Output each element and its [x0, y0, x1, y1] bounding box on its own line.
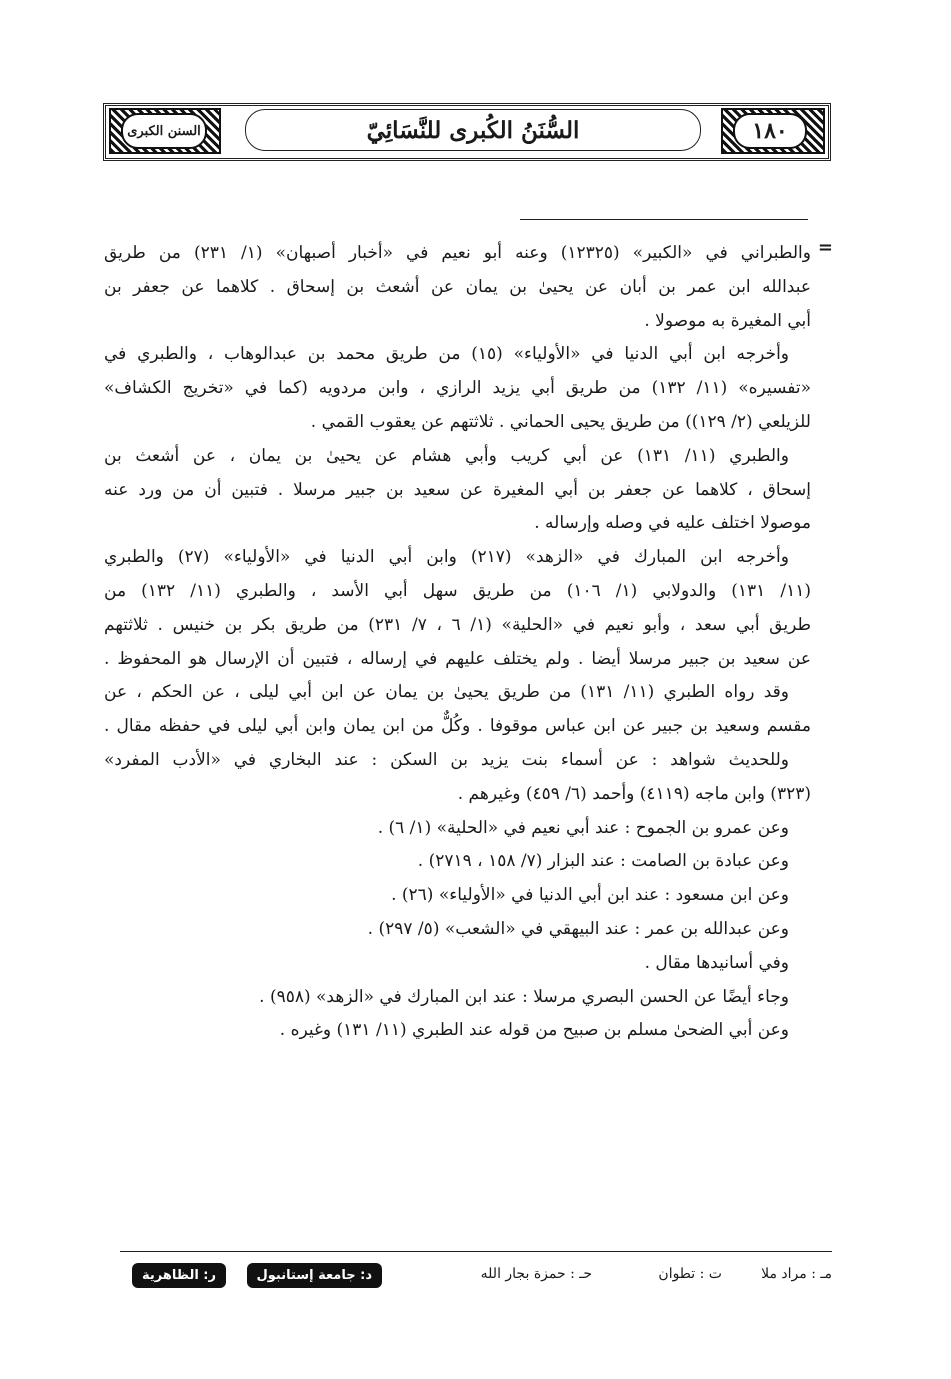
text-line: للزيلعي (٢/ ١٢٩)) من طريق يحيى الحماني . ثلاثتهم عن يعقوب القمي . — [310, 411, 811, 432]
text-line: (٣٢٣) وابن ماجه (٤١١٩) وأحمد (٦/ ٤٥٩) وغيرهم . — [457, 783, 811, 804]
siglum-ra-tag: ر: الظاهرية — [132, 1263, 226, 1288]
text-line: إسحاق ، كلاهما عن جعفر بن أبي المغيرة عن سعيد بن جبير مرسلا . فتبين أن من ورد عنه — [104, 479, 811, 500]
text-line: طريق أبي سعد ، وأبو نعيم في «الحلية» (١/ ٦ ، ٧/ ٢٣١) من طريق بكر بن خنيس . ثلاثتهم — [104, 614, 811, 635]
text-line: أبي المغيرة به موصولا . — [644, 310, 811, 331]
page-number: ١٨٠ — [733, 113, 807, 149]
list-item: وعن عبدالله بن عمر : عند البيهقي في «الشعب» (٥/ ٢٩٧) . — [367, 918, 789, 939]
text-line: مقسم وسعيد بن جبير عن ابن عباس موقوفا . وكُلٌّ من ابن يمان وابن أبي ليلى في حفظه مقال . — [104, 716, 811, 737]
footnote-text — [104, 237, 811, 1048]
list-item: وعن أبي الضحىٰ مسلم بن صبيح من قوله عند الطبري (١١/ ١٣١) وغيره . — [279, 1020, 789, 1041]
text-line: وللحديث شواهد : عن أسماء بنت يزيد بن السكن : عند البخاري في «الأدب المفرد» — [104, 749, 789, 770]
list-item: وفي أسانيدها مقال . — [644, 952, 789, 973]
text-line: «تفسيره» (١١/ ١٣٢) من طريق أبي يزيد الرازي ، وابن مردويه (كما في «تخريج الكشاف» — [104, 378, 811, 399]
manuscript-sigla-footer — [120, 1262, 832, 1292]
page-header — [103, 103, 831, 161]
list-item: وعن ابن مسعود : عند ابن أبي الدنيا في «الأولياء» (٢٦) . — [391, 885, 789, 906]
text-line: والطبري (١١/ ١٣١) عن أبي كريب وأبي هشام عن يحيىٰ بن يمان ، عن أشعث بن — [104, 445, 789, 466]
siglum-dal-tag: د: جامعة إستانبول — [247, 1263, 383, 1288]
siglum-ha: حـ : حمزة بجار الله — [480, 1266, 592, 1282]
list-item: وعن عبادة بن الصامت : عند البزار (٧/ ١٥٨ ، ٢٧١٩) . — [417, 851, 789, 872]
continuation-mark: = — [817, 237, 833, 258]
text-line: عبدالله ابن عمر بن أبان عن يحيىٰ بن يمان عن أشعث بن إسحاق . كلاهما عن جعفر بن — [104, 276, 811, 297]
text-line: وأخرجه ابن المبارك في «الزهد» (٢١٧) وابن أبي الدنيا في «الأولياء» (٢٧) والطبري — [104, 547, 789, 568]
list-item: وجاء أيضًا عن الحسن البصري مرسلا : عند ابن المبارك في «الزهد» (٩٥٨) . — [259, 986, 789, 1007]
text-line: وأخرجه ابن أبي الدنيا في «الأولياء» (١٥) من طريق محمد بن عبدالوهاب ، والطبري في — [104, 344, 789, 365]
footer-separator — [120, 1251, 832, 1252]
text-line: وقد رواه الطبري (١١/ ١٣١) من طريق يحيىٰ بن يمان عن ابن أبي ليلى ، عن الحكم ، عن — [104, 682, 790, 703]
emblem-text: السنن الكبرى — [127, 123, 201, 139]
book-title: السُّنَنُ الكُبرى للنَّسَائِيّ — [245, 109, 701, 151]
book-emblem-icon — [121, 113, 207, 149]
siglum-ta: ت : تطوان — [658, 1266, 722, 1282]
siglum-mim: مـ : مراد ملا — [761, 1266, 832, 1282]
list-item: وعن عمرو بن الجموح : عند أبي نعيم في «الحلية» (١/ ٦) . — [377, 817, 789, 838]
text-line: موصولا اختلف عليه في وصله وإرساله . — [534, 513, 811, 534]
text-line: (١١/ ١٣١) والدولابي (١/ ١٠٦) من طريق سهل أبي الأسد ، والطبري (١١/ ١٣٢) من — [104, 580, 812, 601]
text-line: والطبراني في «الكبير» (١٢٣٢٥) وعنه أبو نعيم في «أخبار أصبهان» (١/ ٢٣١) من طريق — [104, 243, 811, 263]
text-line: عن سعيد بن جبير مرسلا أيضا . ولم يختلف عليهم في إرساله ، فتبين أن الإرسال هو المحفوظ . — [104, 648, 811, 669]
footnote-separator — [520, 219, 808, 220]
